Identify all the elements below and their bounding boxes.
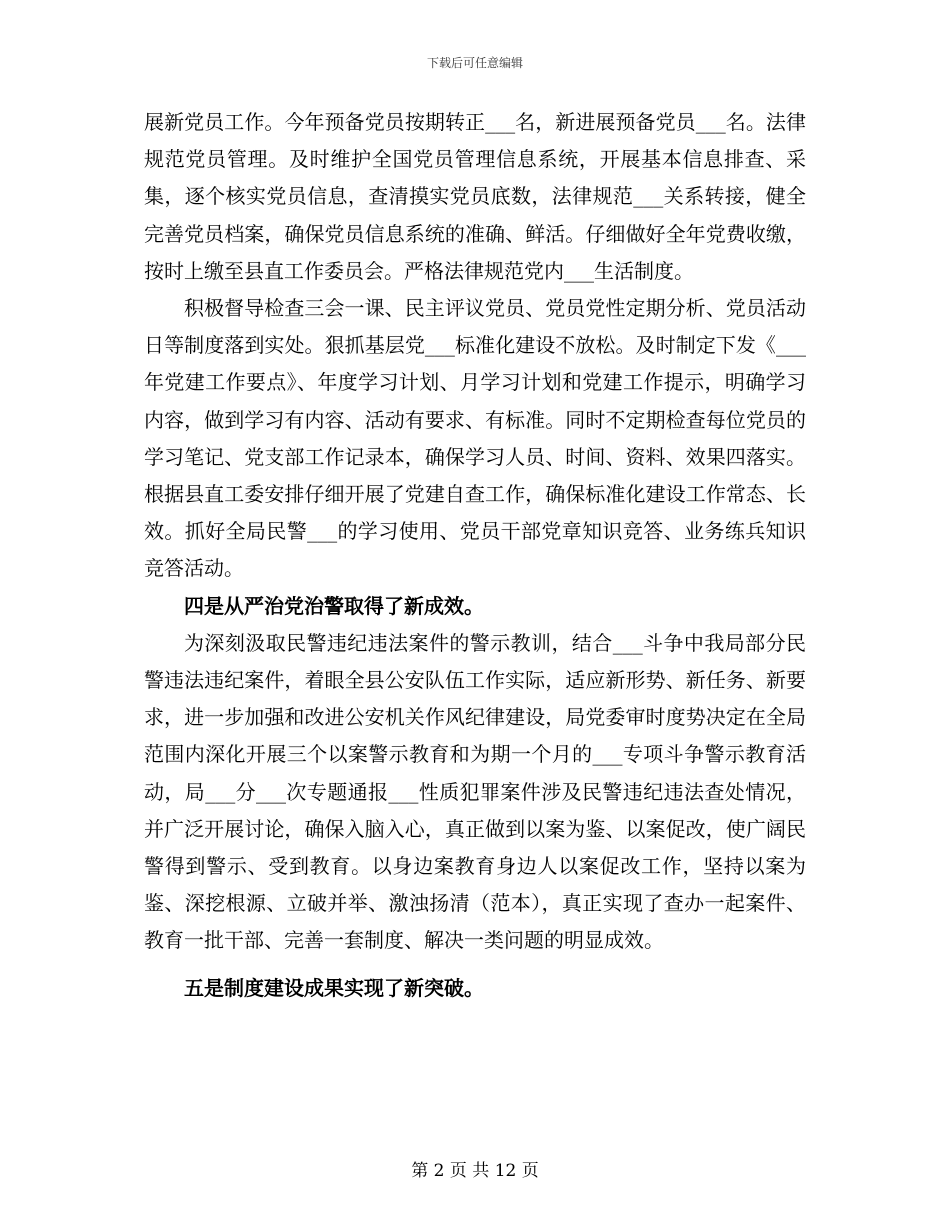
- section-heading-five: 五是制度建设成果实现了新突破。: [184, 975, 484, 1000]
- section-heading-four: 四是从严治党治警取得了新成效。: [184, 593, 484, 618]
- page-header: 下载后可任意编辑: [426, 56, 523, 70]
- paragraph-party-member-management: 展新党员工作。今年预备党员按期转正___名，新进展预备党员___名。法律规范党员管理。及时维护全国党员管理信息系统，开展基本信息排查、采集，逐个核实党员信息，查清摸实党员底数，法律规范___关系转接，健全完善党员档案，确保党员信息系统的准确、鲜活。仔细做好全年党费收缴，按时上缴至县直工作委员会。严格法律规范党内___生活制度。: [144, 110, 806, 283]
- paragraph-warning-education: 为深刻汲取民警违纪违法案件的警示教训，结合___斗争中我局部分民警违法违纪案件，着眼全县公安队伍工作实际，适应新形势、新任务、新要求，进一步加强和改进公安机关作风纪律建设，局党委审时度势决定在全局范围内深化开展三个以案警示教育和为期一个月的___专项斗争警示教育活动，局___分___次专题通报___性质犯罪案件涉及民警违纪违法查处情况，并广泛开展讨论，确保入脑入心，真正做到以案为鉴、以案促改，使广阔民警得到警示、受到教育。以身边案教育身边人以案促改工作，坚持以案为鉴、深挖根源、立破并举、激浊扬清（范本），真正实现了查办一起案件、教育一批干部、完善一套制度、解决一类问题的明显成效。: [144, 630, 806, 953]
- page-number-footer: 第 2 页 共 12 页: [411, 1161, 539, 1181]
- paragraph-supervision-inspection: 积极督导检查三会一课、民主评议党员、党员党性定期分析、党员活动日等制度落到实处。狠抓基层党___标准化建设不放松。及时制定下发《___年党建工作要点》、年度学习计划、月学习计划和党建工作提示，明确学习内容，做到学习有内容、活动有要求、有标准。同时不定期检查每位党员的学习笔记、党支部工作记录本，确保学习人员、时间、资料、效果四落实。根据县直工委安排仔细开展了党建自查工作，确保标准化建设工作常态、长效。抓好全局民警___的学习使用、党员干部党章知识竞答、业务练兵知识竞答活动。: [144, 296, 806, 581]
- document-body: [144, 104, 806, 1007]
